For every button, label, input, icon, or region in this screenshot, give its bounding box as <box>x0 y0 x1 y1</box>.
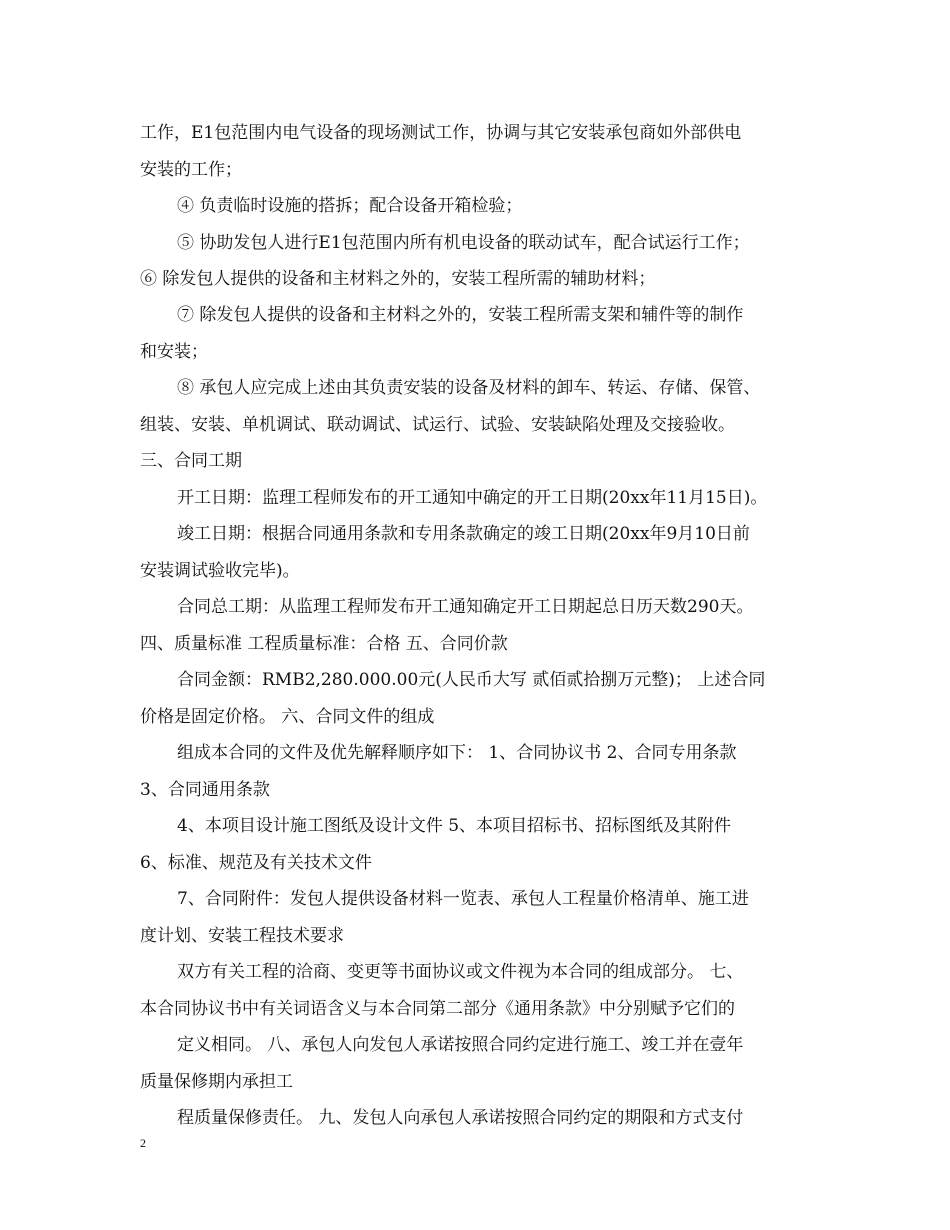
text-line: 双方有关工程的洽商、变更等书面协议或文件视为本合同的组成部分。 七、 <box>177 962 744 982</box>
text-line: 组成本合同的文件及优先解释顺序如下： 1、合同协议书 2、合同专用条款 <box>177 743 737 763</box>
list-item: ④ 负责临时设施的搭拆；配合设备开箱检验； <box>177 196 523 216</box>
text-line: 安装调试验收完毕)。 <box>140 561 300 581</box>
list-item: ⑥ 除发包人提供的设备和主材料之外的，安装工程所需的辅助材料； <box>140 269 656 289</box>
text-line: 组装、安装、单机调试、联动调试、试运行、试验、安装缺陷处理及交接验收。 <box>140 415 735 435</box>
text-line: 7、合同附件：发包人提供设备材料一览表、承包人工程量价格清单、施工进 <box>177 889 749 909</box>
section-heading: 四、质量标准 工程质量标准：合格 五、合同价款 <box>140 634 508 654</box>
text-line: 4、本项目设计施工图纸及设计文件 5、本项目招标书、招标图纸及其附件 <box>177 816 732 836</box>
text-line: 安装的工作； <box>140 160 242 180</box>
text-line: 工作，E1包范围内电气设备的现场测试工作，协调与其它安装承包商如外部供电 <box>140 123 742 143</box>
text-line: 6、标准、规范及有关技术文件 <box>140 853 372 873</box>
text-line: 定义相同。 八、承包人向发包人承诺按照合同约定进行施工、竣工并在壹年 <box>177 1035 744 1055</box>
text-line: 3、合同通用条款 <box>140 780 270 800</box>
text-line: 本合同协议书中有关词语含义与本合同第二部分《通用条款》中分别赋予它们的 <box>140 999 735 1019</box>
text-line: 合同总工期：从监理工程师发布开工通知确定开工日期起总日历天数290天。 <box>177 597 754 617</box>
text-line: 开工日期：监理工程师发布的开工通知中确定的开工日期(20xx年11月15日)。 <box>177 488 768 508</box>
list-item: ⑧ 承包人应完成上述由其负责安装的设备及材料的卸车、转运、存储、保管、 <box>177 378 761 398</box>
text-line: 和安装； <box>140 342 208 362</box>
text-line: 价格是固定价格。 六、合同文件的组成 <box>140 707 435 727</box>
page-number: 2 <box>140 1136 146 1150</box>
section-heading: 三、合同工期 <box>140 451 242 471</box>
text-line: 度计划、安装工程技术要求 <box>140 926 344 946</box>
text-line: 合同金额：RMB2,280.000.00元(人民币大写 贰佰贰拾捌万元整)； 上述合同 <box>177 670 766 690</box>
text-line: 竣工日期：根据合同通用条款和专用条款确定的竣工日期(20xx年9月10日前 <box>177 524 750 544</box>
text-line: 程质量保修责任。 九、发包人向承包人承诺按照合同约定的期限和方式支付 <box>177 1108 744 1128</box>
list-item: ⑤ 协助发包人进行E1包范围内所有机电设备的联动试车，配合试运行工作； <box>177 233 750 253</box>
list-item: ⑦ 除发包人提供的设备和主材料之外的，安装工程所需支架和辅件等的制作 <box>177 305 744 325</box>
text-line: 质量保修期内承担工 <box>140 1072 293 1092</box>
